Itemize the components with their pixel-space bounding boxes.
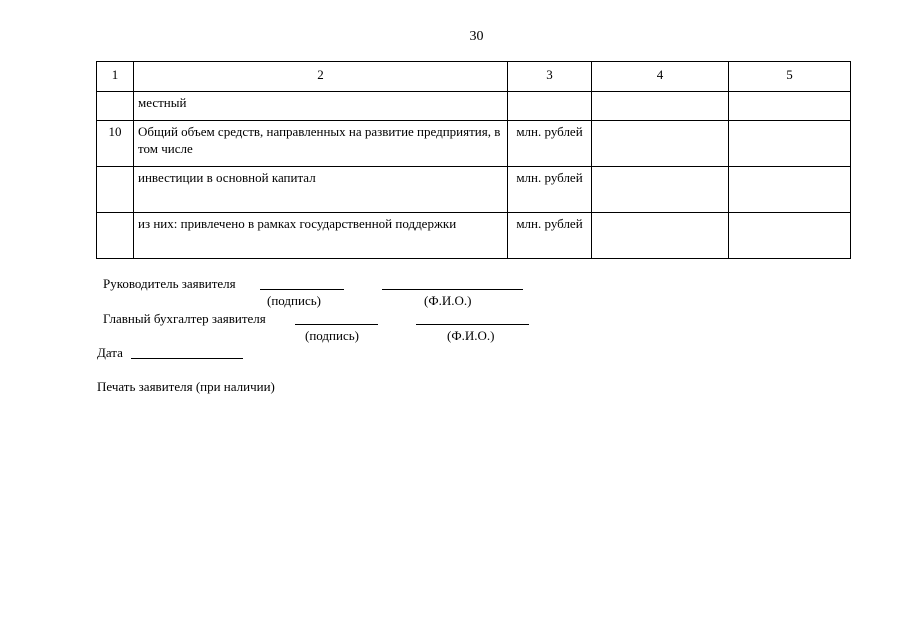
- row-name: из них: привлечено в рамках государственной поддержки: [134, 213, 508, 259]
- table-row: [97, 213, 851, 259]
- header-cell-3: 3: [508, 62, 592, 92]
- row-value-5: [729, 213, 851, 259]
- date-line[interactable]: [131, 345, 243, 359]
- row-number: 10: [97, 121, 134, 167]
- accountant-signature-line[interactable]: [295, 311, 378, 325]
- table-row: [97, 121, 851, 167]
- row-value-5: [729, 167, 851, 213]
- accountant-name-line[interactable]: [416, 311, 529, 325]
- row-name: местный: [134, 92, 508, 121]
- row-number: [97, 213, 134, 259]
- row-unit: млн. рублей: [508, 121, 592, 167]
- accountant-signature-label: Главный бухгалтер заявителя: [103, 311, 266, 326]
- row-value-4: [592, 213, 729, 259]
- row-number: [97, 92, 134, 121]
- report-table: [96, 61, 851, 259]
- head-signature-caption: (подпись): [267, 293, 321, 308]
- header-cell-4: 4: [592, 62, 729, 92]
- row-unit: [508, 92, 592, 121]
- header-cell-2: 2: [134, 62, 508, 92]
- table-header-row: [97, 62, 851, 92]
- head-signature-line[interactable]: [260, 276, 344, 290]
- header-cell-1: 1: [97, 62, 134, 92]
- head-name-caption: (Ф.И.О.): [424, 293, 472, 308]
- row-unit: млн. рублей: [508, 213, 592, 259]
- seal-label: Печать заявителя (при наличии): [97, 379, 275, 394]
- row-name: инвестиции в основной капитал: [134, 167, 508, 213]
- row-unit: млн. рублей: [508, 167, 592, 213]
- head-name-line[interactable]: [382, 276, 523, 290]
- row-number: [97, 167, 134, 213]
- row-value-5: [729, 121, 851, 167]
- head-signature-label: Руководитель заявителя: [103, 276, 236, 291]
- date-label: Дата: [97, 345, 123, 360]
- accountant-name-caption: (Ф.И.О.): [447, 328, 495, 343]
- header-cell-5: 5: [729, 62, 851, 92]
- row-value-5: [729, 92, 851, 121]
- accountant-signature-caption: (подпись): [305, 328, 359, 343]
- row-value-4: [592, 121, 729, 167]
- table-row: [97, 167, 851, 213]
- page-number: 30: [469, 29, 484, 44]
- row-value-4: [592, 92, 729, 121]
- row-value-4: [592, 167, 729, 213]
- row-name: Общий объем средств, направленных на развитие предприятия, в том числе: [134, 121, 508, 167]
- table-row: [97, 92, 851, 121]
